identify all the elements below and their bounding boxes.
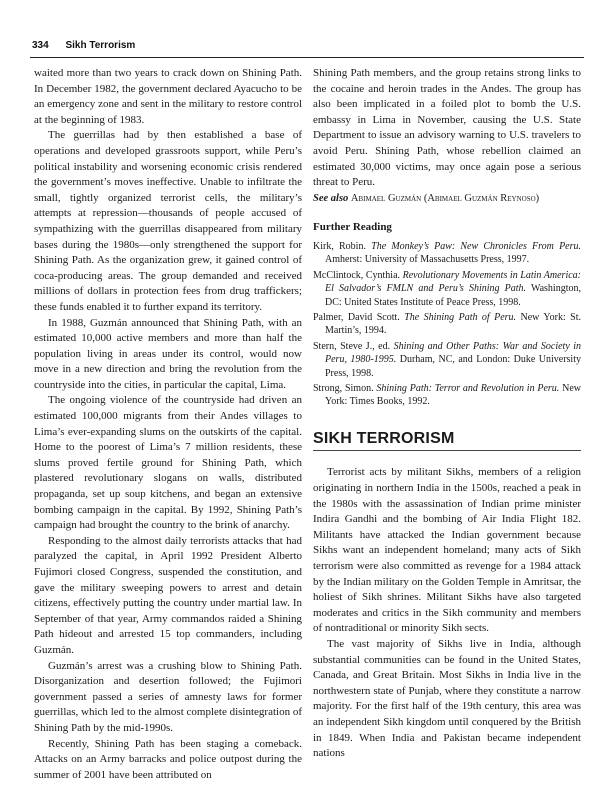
- body-paragraph: In 1988, Guzmán announced that Shining Path, with an estimated 10,000 active members and more than half the population living in areas under its control, would now move in a new direction and bring the revolution from the countryside into the cities, in particular the capital, Lima.: [34, 316, 302, 391]
- see-also-link[interactable]: Abimael Guzmán (Abimael Guzmán Reynoso): [350, 192, 540, 204]
- reference-details: New York: Times Books, 1992.: [325, 383, 581, 408]
- reference-author: Stern, Steve J., ed.: [313, 340, 391, 352]
- reference-details: Durham, NC, and London: Duke University Press, 1998.: [325, 354, 581, 379]
- reference-title: Shining and Other Paths: War and Society in Peru, 1980-1995.: [325, 340, 582, 366]
- section-spacer: [313, 451, 581, 465]
- section-paragraph: The vast majority of Sikhs live in India, although substantial communities can be found in the United States, Canada, and Great Britain. Most Sikhs in India live in the northwestern state of Punjab, where they constitute a narrow majority. For the first half of the 19th century, this area was an independent Sikh kingdom until conquered by the British in 1849. When India and Pakistan became independent nations: [313, 637, 581, 760]
- see-also: [313, 191, 581, 207]
- reference-entry: [313, 269, 581, 309]
- body-paragraph: Responding to the almost daily terrorists attacks that had paralyzed the capital, in April 1992 President Alberto Fujimori closed Congress, suspended the constitution, and gave the military sweeping powers to arrest and detain citizens, effectively putting the country under martial law. In September of that year, Army commandos raided a Shining Path hideout and arrested 15 top commanders, including Guzmán.: [34, 534, 302, 656]
- body-paragraph: Guzmán’s arrest was a crushing blow to Shining Path. Disorganization and desertion followed; the Fujimori government passed a series of amnesty laws for former guerrillas, which led to the almost complete disintegration of Shining Path by the mid-1990s.: [34, 659, 302, 734]
- continuation-paragraph: Shining Path members, and the group retains strong links to the cocaine and heroin trades in the Andes. The group has also been implicated in a foiled plot to bomb the U.S. embassy in Lima in November, causing the U.S. State Department to issue an advisory warning to U.S. travelers to avoid Peru. Shining Path, whose rebellion claimed an estimated 30,000 victims, may once again pose a serious threat to Peru.: [313, 67, 581, 189]
- reference-author: Kirk, Robin.: [313, 240, 366, 252]
- see-also-label: See also: [313, 192, 349, 204]
- body-paragraph: The guerrillas had by then established a base of operations and developed grassroots support, while Peru’s political instability and worsening economic crisis rendered the government’s moves ineffective. Unable to infiltrate the small, tightly organized terrorist cells, the military’s attempts at repression—thousands of people accused of sympathizing with the guerrillas disappeared from military bases during the 1980s—only strengthened the support for Shining Path. As the organization grew, it gained control of coca-producing areas. The group demanded and received millions of dollars in protection fees from drug traffickers; these funds enabled it to further expand its territory.: [34, 129, 302, 313]
- section-paragraph: Terrorist acts by militant Sikhs, members of a religion originating in northern India in the 1500s, reached a peak in the 1980s with the assassination of Indian prime minister Indira Gandhi and the bombing of Air India Flight 182. Militants have attacked the Indian government because Sikhs want an independent homeland; many acts of Sikh terrorism were also committed as revenge for a 1984 attack by the Indian military on the Golden Temple in Amritsar, the holiest of Sikh shrines. Militant Sikhs have also targeted moderates and critics in the Sikh community and members of nontraditional or minority Sikh sects.: [313, 466, 581, 635]
- reference-entry: [313, 240, 581, 267]
- reference-entry: [313, 311, 581, 338]
- header-rule: [30, 57, 584, 58]
- reference-title: The Monkey’s Paw: New Chronicles From Peru.: [371, 240, 582, 252]
- body-paragraph: The ongoing violence of the countryside had driven an estimated 100,000 migrants from their Andes villages to Lima’s ever-expanding slums on the outskirts of the capital. Home to the poorest of Lima’s 7 million residents, these slums proved fertile ground for Shining Path, which plastered revolutionary slogans on walls, distributed propaganda, set up soup kitchens, and began an extensive bombing campaign in the capital. By 1992, Shining Path’s campaign had brought the country to the brink of anarchy.: [34, 394, 302, 532]
- body-paragraph: Recently, Shining Path has been staging a comeback. Attacks on an Army barracks and police outpost during the summer of 2001 have been attributed on: [34, 737, 302, 781]
- further-reading-heading: Further Reading: [313, 221, 392, 234]
- section-heading: SIKH TERRORISM: [313, 429, 581, 452]
- reference-details: New York: St. Martin’s, 1994.: [325, 311, 581, 337]
- reference-title: Revolutionary Movements in Latin America: El Salvador’s FMLN and Peru’s Shining Path.: [325, 269, 581, 295]
- page-number: 334: [32, 40, 49, 51]
- right-column: [313, 66, 581, 762]
- reference-entry: [313, 340, 581, 380]
- left-column: [34, 66, 302, 783]
- running-head: [32, 40, 135, 51]
- running-title: Sikh Terrorism: [65, 40, 136, 51]
- reference-author: McClintock, Cynthia.: [313, 269, 401, 281]
- reference-details: Amherst: University of Massachusetts Press, 1997.: [325, 254, 530, 266]
- reference-details: Washington, DC: United States Institute of Peace Press, 1998.: [325, 283, 581, 308]
- reference-author: Strong, Simon.: [313, 383, 374, 394]
- body-paragraph: waited more than two years to crack down on Shining Path. In December 1982, the government declared Ayacucho to be an emergency zone and sent in the military to restore control at the beginning of 1983.: [34, 67, 302, 126]
- reference-author: Palmer, David Scott.: [313, 311, 400, 323]
- reference-entry: [313, 382, 581, 409]
- reference-title: The Shining Path of Peru.: [404, 311, 517, 323]
- reference-title: Shining Path: Terror and Revolution in Peru.: [376, 383, 560, 394]
